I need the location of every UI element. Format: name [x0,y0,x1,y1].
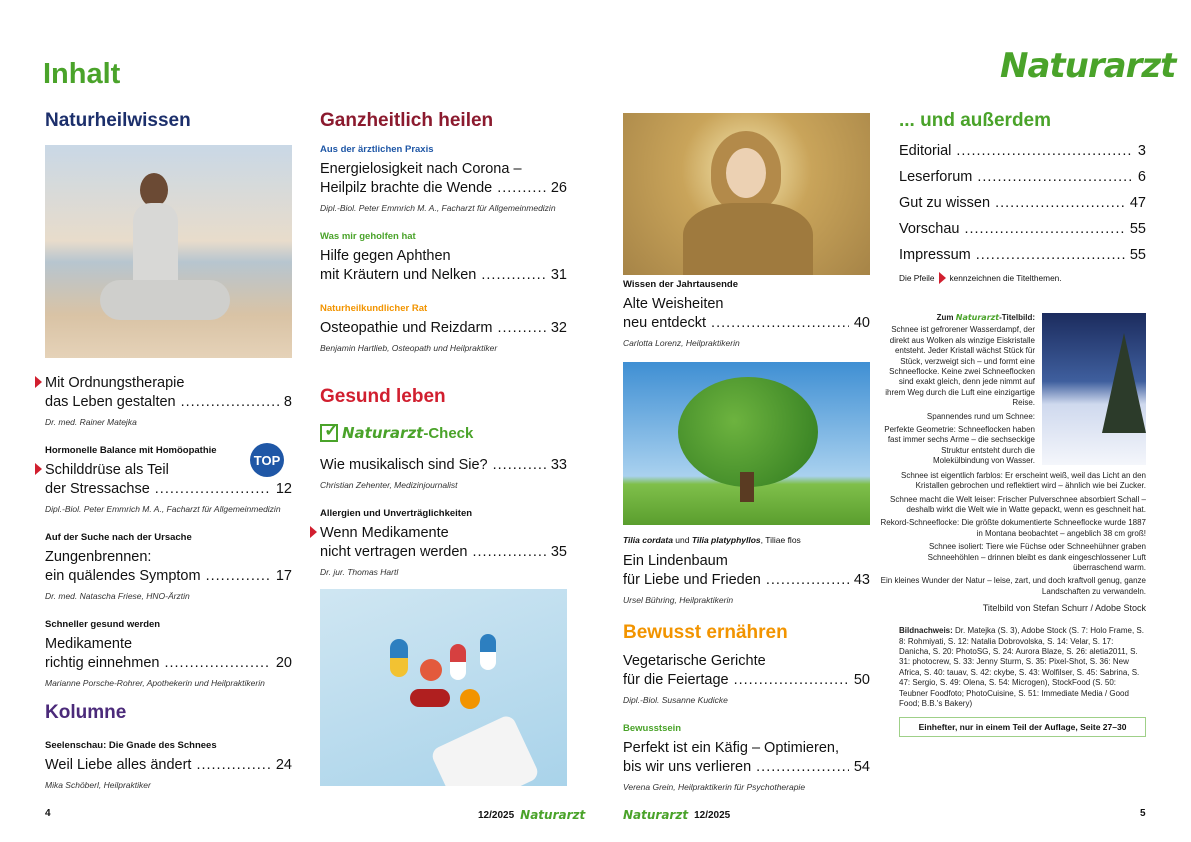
dot-leader [995,194,1125,213]
title-line [320,179,567,198]
title-text: Heilpilz brachte die Wende [320,180,493,196]
dot-leader [493,456,546,475]
cover-paragraph: Spannendes rund um Schnee: [926,411,1035,421]
footer-right-issue [623,808,730,822]
title-line [320,543,567,562]
caption-rest: , Tiliae flos [760,535,801,545]
title-text: Wenn Medikamente [320,525,449,541]
title-text: das Leben gestalten [45,394,176,410]
dot-leader [206,567,271,586]
title-text: bis wir uns verlieren [623,759,752,775]
title-line [320,524,567,543]
page-number: 33 [550,457,567,473]
page-number-left: 4 [45,808,51,819]
footer-logo: Naturarzt [623,808,689,822]
page-number: 8 [283,394,292,410]
top-badge: TOP [250,443,284,477]
toc-entry[interactable] [623,552,870,605]
page-number: 50 [853,672,870,688]
dot-leader [976,246,1125,265]
checkbox-check-icon: ✓ [320,424,338,442]
entry-title [45,635,292,673]
entry-kicker: Allergien und Unverträglichkeiten [320,508,473,519]
toc-entry[interactable] [45,740,292,790]
title-text: Ein Lindenbaum [623,553,728,569]
list-item-gut-zu-wissen[interactable] [899,194,1146,213]
toc-entry[interactable] [45,445,292,514]
page-number: 12 [275,481,292,497]
toc-entry[interactable] [623,279,870,348]
page-number: 54 [853,759,870,775]
entry-title [320,524,567,562]
title-text: richtig einnehmen [45,655,160,671]
entry-author: Dr. med. Rainer Matejka [45,417,137,427]
page-number: 55 [1129,221,1146,237]
page-number: 35 [550,544,567,560]
dot-leader [155,480,271,499]
toc-entry[interactable] [320,144,567,213]
title-text: ein quälendes Symptom [45,568,201,584]
note-after: kennzeichnen die Titelthemen. [949,273,1062,283]
title-line [320,160,567,179]
title-text: Schilddrüse als Teil [45,462,169,478]
section-heading-naturheilwissen: Naturheilwissen [45,110,191,131]
entry-title [45,374,292,412]
dot-leader [498,319,546,338]
arrow-legend-note [899,272,1062,284]
item-label: Impressum [899,247,971,263]
title-line [623,552,870,571]
cover-paragraph: Schnee ist gefrorener Wasserdampf, der direkt aus Wolken als winzige Eiskristalle entsteht. Jeder Kristall wächst Stück für Stück, verzweigt sich – und formt eine Schneeflocke. Keine zwei Schneeflocken sind exakt gleich, denn jede nimmt auf ihrem Weg durch die Luft eine einzigartige Reise. [885,325,1035,408]
linden-caption [623,535,801,545]
dot-leader [766,571,849,590]
title-line [623,671,870,690]
gesund-leben-entries [320,456,567,595]
snow-fact: Schnee ist eigentlich farblos: Er erscheint weiß, weil das Licht an den Kristallen gebrochen und reflektiert wird – ähnlich wie bei Zucker. [900,470,1146,491]
cover-info-column [880,313,1146,737]
entry-author: Dr. med. Natascha Friese, HNO-Ärztin [45,591,190,601]
caption-und: und [672,535,692,545]
cover-credit: Titelbild von Stefan Schurr / Adobe Stock [982,603,1146,614]
naturheilwissen-entries [45,374,292,706]
winter-cover-image [1042,313,1146,465]
snow-fact: Rekord-Schneeflocke: Die größte dokumentierte Schneeflocke wurde 1887 in Montana beobachtet – angeblich 38 cm groß! [880,518,1146,538]
list-item-editorial[interactable] [899,142,1146,161]
dot-leader [734,671,849,690]
toc-entry[interactable] [320,508,567,577]
jahrtausende-entries [623,279,870,366]
entry-author: Mika Schöberl, Heilpraktiker [45,780,151,790]
title-text: Alte Weisheiten [623,296,724,312]
note-before: Die Pfeile [899,273,935,283]
linden-tree-image [623,362,870,525]
title-theme-arrow-icon [35,463,42,475]
section-heading-kolumne: Kolumne [45,702,127,723]
title-text: neu entdeckt [623,315,707,331]
entry-author: Dipl.-Biol. Peter Emmrich M. A., Facharzt für Allgemeinmedizin [320,203,556,213]
entry-title [623,739,870,777]
item-label: Leserforum [899,169,973,185]
title-line [623,652,870,671]
page-number: 26 [550,180,567,196]
page-number: 6 [1137,169,1146,185]
title-line [623,571,870,590]
kolumne-entries [45,740,292,808]
snow-fact: Schnee isoliert: Tiere wie Füchse oder Schneehühner graben Schneehöhlen – drinnen bleibt es dank eingeschlossener Luft überraschend warm. [927,542,1146,572]
title-text: für die Feiertage [623,672,729,688]
page-number: 40 [853,315,870,331]
entry-title [623,652,870,690]
page-number: 43 [853,572,870,588]
check-logo-brand: Naturarzt [342,424,424,442]
page-number: 31 [550,267,567,283]
title-line [320,456,567,475]
entry-author: Marianne Porsche-Rohrer, Apothekerin und Heilpraktikerin [45,678,265,688]
entry-author: Carlotta Lorenz, Heilpraktikerin [623,338,740,348]
cover-zum: Zum [936,313,956,322]
title-theme-arrow-icon [35,376,42,388]
entry-kicker: Aus der ärztlichen Praxis [320,144,434,155]
entry-author: Dipl.-Biol. Peter Emmrich M. A., Facharzt für Allgemeinmedizin [45,504,281,514]
entry-title [320,319,567,338]
title-line [320,319,567,338]
snow-fact: Schnee macht die Welt leiser: Frischer Pulverschnee absorbiert Schall – deshalb wirkt die Welt wie in Watte gepackt, wenn es geschneit hat. [890,494,1146,514]
entry-author: Dipl.-Biol. Susanne Kudicke [623,695,728,705]
insert-note-box: Einhefter, nur in einem Teil der Auflage, Seite 27–30 [899,717,1146,737]
section-heading-ausserdem: ... und außerdem [899,110,1052,131]
ganzheitlich-entries [320,144,567,371]
entry-title [623,552,870,590]
entry-kicker: Was mir geholfen hat [320,231,416,242]
title-line [45,374,292,393]
title-text: für Liebe und Frieden [623,572,761,588]
toc-entry[interactable] [320,456,567,490]
toc-entry[interactable] [320,303,567,353]
title-line [623,314,870,333]
footer-left-issue [478,808,585,822]
entry-kicker: Wissen der Jahrtausende [623,279,739,290]
title-line [320,247,567,266]
entry-author: Verena Grein, Heilpraktikerin für Psychotherapie [623,782,806,792]
title-text: nicht vertragen werden [320,544,468,560]
page-number: 20 [275,655,292,671]
item-label: Vorschau [899,221,960,237]
footer-logo: Naturarzt [520,808,586,822]
dot-leader [181,393,279,412]
entry-title [320,160,567,198]
caption-latin-2: Tilia platyphyllos [691,535,761,545]
dot-leader [711,314,849,333]
title-line [45,480,292,499]
cover-paragraph: Perfekte Geometrie: Schneeflocken haben fast immer sechs Arme – die sechseckige Struktur entsteht durch die Molekülbindung von Wasser. [884,425,1035,466]
madonna-illustration-image [623,113,870,275]
toc-entry[interactable] [45,619,292,688]
pills-image [320,589,567,786]
entry-author: Benjamin Hartlieb, Osteopath und Heilpraktiker [320,343,498,353]
title-text: Medikamente [45,636,133,652]
linden-entries [623,552,870,623]
page-number: 47 [1129,195,1146,211]
toc-entry[interactable] [623,723,870,792]
credits-label: Bildnachweis: [899,626,953,636]
title-text: Hilfe gegen Aphthen [320,248,451,264]
dot-leader [756,758,849,777]
ernaehren-entries [623,652,870,810]
entry-author: Ursel Bühring, Heilpraktikerin [623,595,734,605]
naturarzt-logo: Naturarzt [1000,46,1176,86]
entry-title [320,456,567,475]
cover-row [880,313,1146,467]
title-text: Energielosigkeit nach Corona – [320,161,522,177]
entry-kicker: Naturheilkundlicher Rat [320,303,428,314]
title-line [45,567,292,586]
toc-entry[interactable] [45,374,292,427]
cover-brand: Naturarzt [955,313,1000,322]
section-heading-bewusst-ernaehren: Bewusst ernähren [623,622,788,643]
caption-latin-1: Tilia cordata [623,535,673,545]
entry-kicker: Bewusstsein [623,723,682,734]
title-theme-arrow-icon [310,526,317,538]
list-item-leserforum[interactable] [899,168,1146,187]
page-number-right: 5 [1140,808,1146,819]
section-heading-gesund-leben: Gesund leben [320,386,446,407]
dot-leader [481,266,546,285]
item-label: Editorial [899,143,952,159]
entry-kicker: Hormonelle Balance mit Homöopathie [45,445,217,456]
snow-facts [880,471,1146,614]
page-number: 55 [1129,247,1146,263]
entry-kicker: Seelenschau: Die Gnade des Schnees [45,740,217,751]
list-item-impressum[interactable] [899,246,1146,265]
picture-credits [899,626,1146,709]
page-title: Inhalt [43,58,121,90]
section-heading-ganzheitlich-heilen: Ganzheitlich heilen [320,110,494,131]
entry-title [623,295,870,333]
title-text: Wie musikalisch sind Sie? [320,457,488,473]
page-number: 32 [550,320,567,336]
cover-text [883,313,1035,467]
title-line [623,739,870,758]
naturarzt-check-logo [320,420,474,442]
entry-author: Dr. jur. Thomas Hartl [320,567,399,577]
entry-author: Christian Zehenter, Medizinjournalist [320,480,458,490]
dot-leader [473,543,546,562]
page-number: 3 [1137,143,1146,159]
credits-text: Dr. Matejka (S. 3), Adobe Stock (S. 7: Holo Frame, S. 8: Rohmiyati, S. 12: Natalia Dobrovolska, S. 14: Velar, S. 17: Danicha, S. 20: PhotoSG, S. 24: Aurora Blaze, S. 26: aletia2011, S. 31: photocrew, S. 33: Jenny Sturm, S. 35: Pixel-Shot, S. 36: New Africa, S. 40: tauav, S. 42: ckybe, S. 43: Wolfilser, S. 45: Sabrina, S. 47: Sergio, S. 49: Olena, S. 54: Microgen), StockFood (S. 50: Teubner Foodfoto; PhotoCuisine, S. 51: Immediate Media / Good Food; B.B.'s Bakery) [899,626,1144,708]
title-text: Mit Ordnungstherapie [45,375,185,391]
title-text: der Stressachse [45,481,150,497]
title-line [45,756,292,775]
title-text: Vegetarische Gerichte [623,653,766,669]
title-line [45,393,292,412]
list-item-vorschau[interactable] [899,220,1146,239]
dot-leader [164,654,270,673]
toc-entry[interactable] [45,532,292,601]
title-line [45,635,292,654]
yoga-woman-beach-image [45,145,292,358]
title-text: Weil Liebe alles ändert [45,757,192,773]
title-line [623,295,870,314]
cover-suffix: -Titelbild: [999,313,1035,322]
dot-leader [956,142,1133,161]
entry-title [320,247,567,285]
page-number: 17 [275,568,292,584]
cover-heading [883,313,1035,323]
dot-leader [497,179,546,198]
entry-kicker: Auf der Suche nach der Ursache [45,532,192,543]
title-text: Osteopathie und Reizdarm [320,320,493,336]
issue-label: 12/2025 [694,809,731,821]
dot-leader [964,220,1124,239]
issue-label: 12/2025 [478,809,515,821]
entry-kicker: Schneller gesund werden [45,619,161,630]
title-line [45,654,292,673]
title-text: Perfekt ist ein Käfig – Optimieren, [623,740,839,756]
title-line [45,548,292,567]
dot-leader [977,168,1133,187]
toc-entry[interactable] [623,652,870,705]
red-arrow-icon [939,272,946,284]
title-text: Zungenbrennen: [45,549,152,565]
toc-entry[interactable] [320,231,567,285]
check-logo-label: -Check [423,424,474,442]
ausserdem-list [899,142,1146,272]
title-line [623,758,870,777]
item-label: Gut zu wissen [899,195,991,211]
entry-title [45,548,292,586]
dot-leader [196,756,270,775]
title-text: mit Kräutern und Nelken [320,267,477,283]
snow-fact: Ein kleines Wunder der Natur – leise, zart, und doch kraftvoll genug, ganze Landschaften zu verwandeln. [880,576,1146,596]
title-line [320,266,567,285]
entry-title [45,756,292,775]
page-number: 24 [275,757,292,773]
